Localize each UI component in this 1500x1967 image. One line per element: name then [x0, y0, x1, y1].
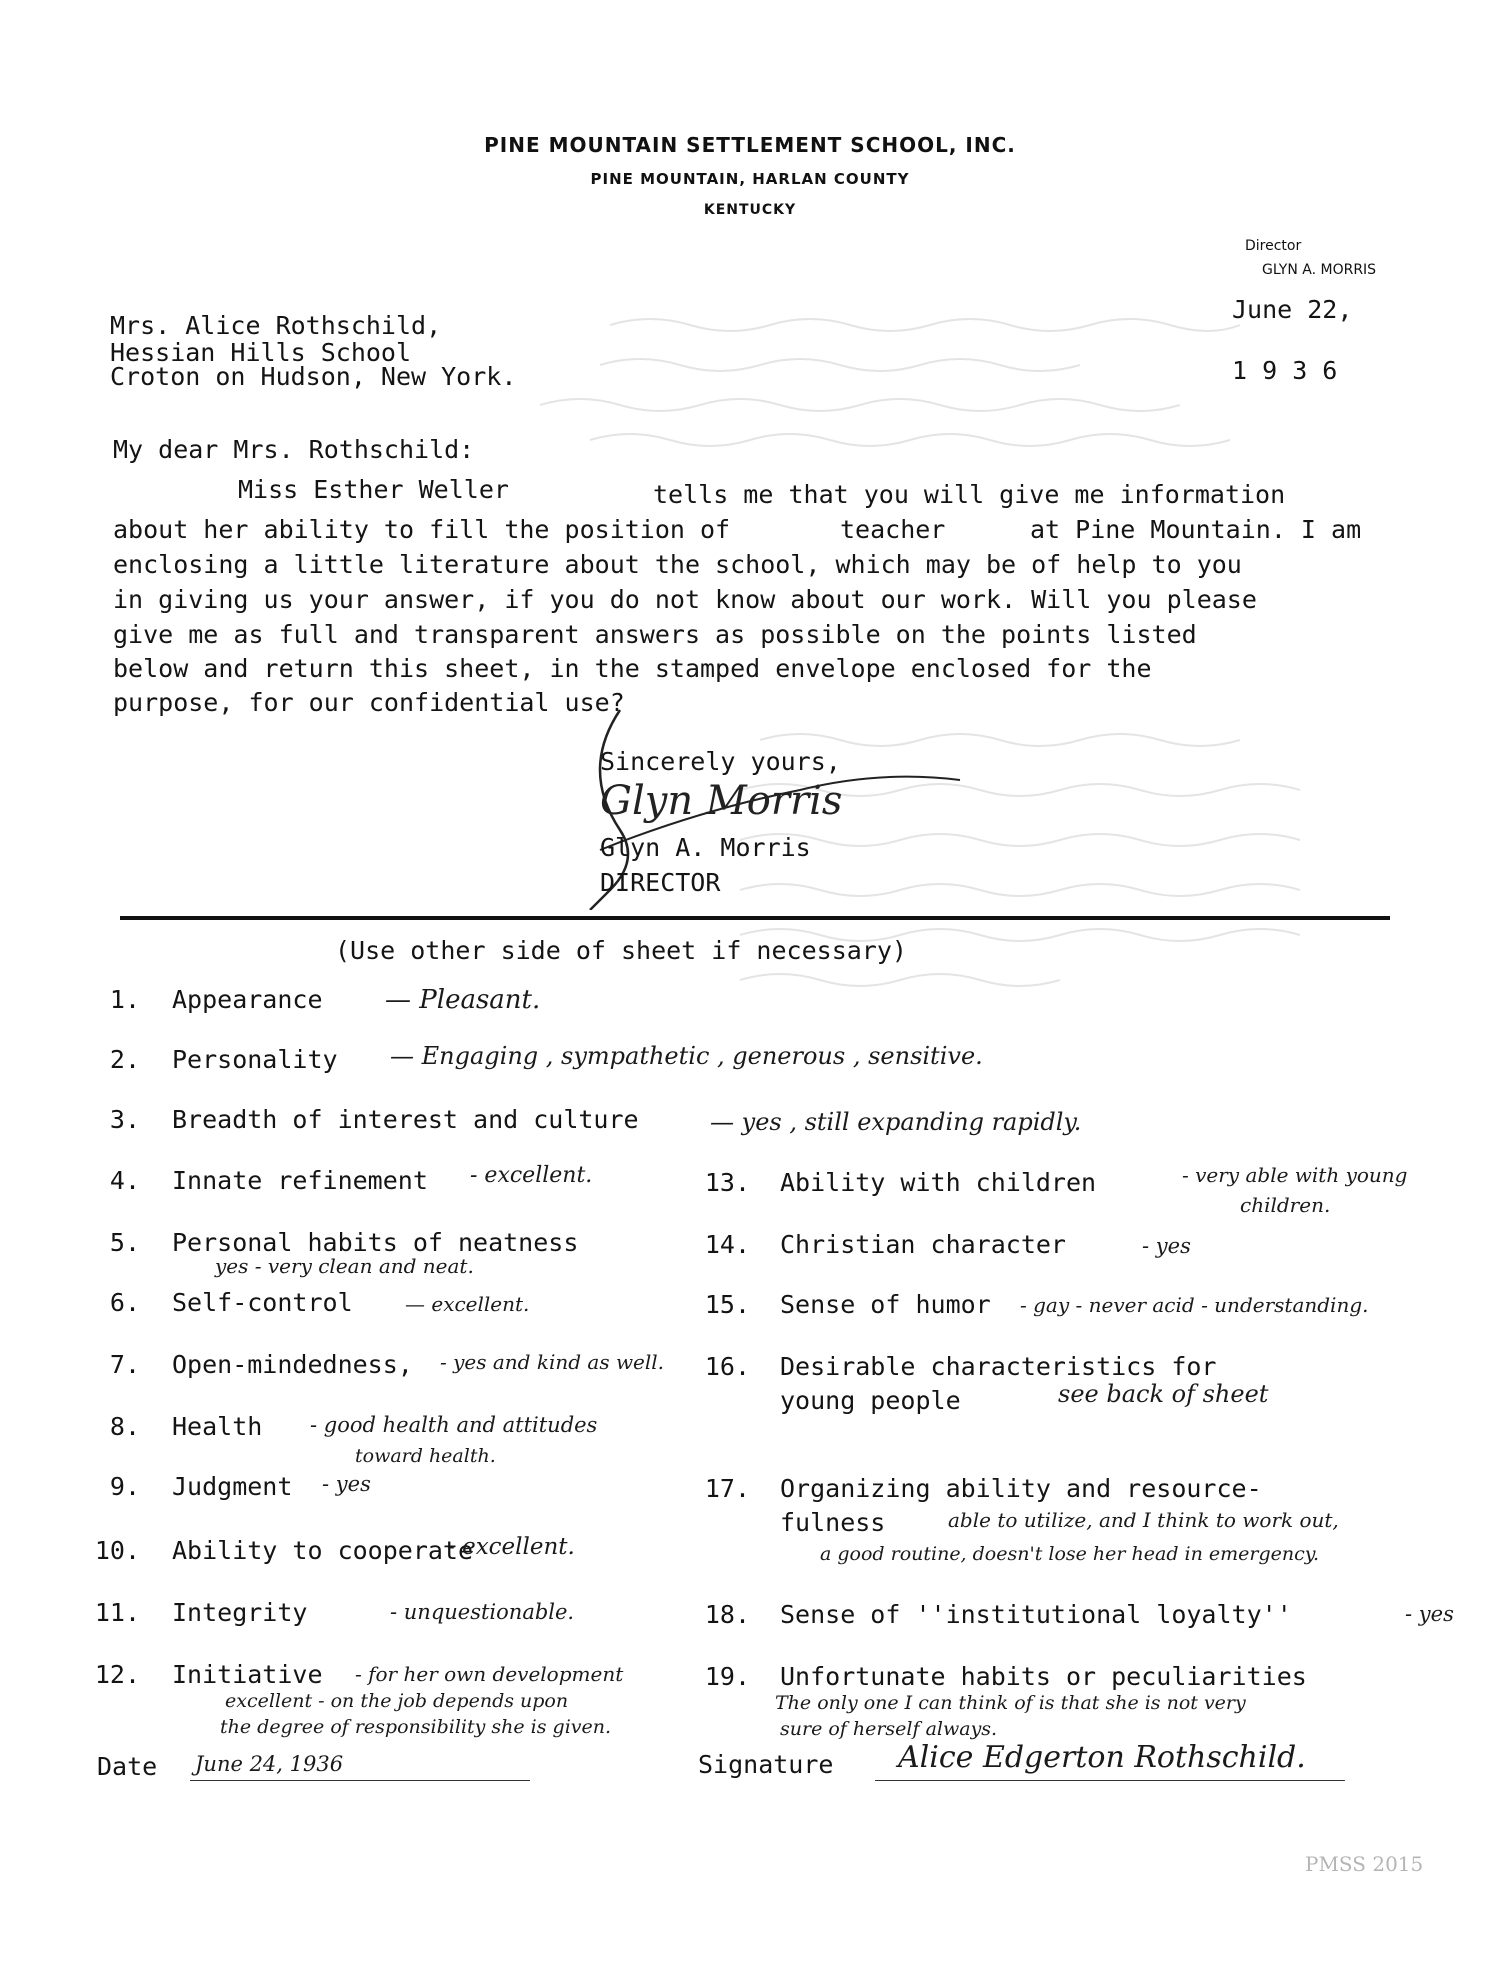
director-label: Director	[1245, 238, 1302, 254]
question-number: 8.	[109, 1412, 140, 1441]
letterhead-state: KENTUCKY	[703, 202, 797, 218]
question-label: Organizing ability and resource-	[780, 1474, 1262, 1503]
section-divider	[120, 916, 1390, 920]
handwritten-answer: The only one I can think of is that she is not very	[775, 1692, 1246, 1714]
question-label: Initiative	[172, 1660, 323, 1689]
handwritten-answer-continued: a good routine, doesn't lose her head in emergency.	[820, 1543, 1320, 1565]
director-typed-name: Glyn A. Morris	[600, 833, 811, 862]
archive-watermark: PMSS 2015	[1305, 1852, 1424, 1876]
handwritten-answer-continued: excellent - on the job depends upon	[225, 1690, 569, 1712]
question-number: 11.	[94, 1598, 140, 1627]
body-line: in giving us your answer, if you do not know about our work. Will you please	[113, 585, 1257, 614]
question-number: 4.	[109, 1166, 140, 1195]
question-number: 2.	[109, 1045, 140, 1074]
handwritten-answer: - excellent.	[447, 1534, 575, 1560]
handwritten-answer: - for her own development	[355, 1662, 624, 1686]
question-number: 13.	[704, 1168, 750, 1197]
question-number: 16.	[704, 1352, 750, 1381]
handwritten-answer: yes - very clean and neat.	[215, 1254, 474, 1278]
director-signature: Glyn Morris	[600, 778, 843, 824]
question-label: Unfortunate habits or peculiarities	[780, 1662, 1307, 1691]
salutation: My dear Mrs. Rothschild:	[113, 435, 475, 464]
handwritten-answer: - unquestionable.	[390, 1600, 575, 1624]
bleed-line	[540, 399, 1180, 411]
handwritten-answer: able to utilize, and I think to work out,	[948, 1508, 1339, 1532]
handwritten-answer: - yes	[1142, 1234, 1191, 1258]
handwritten-answer-continued: children.	[1240, 1193, 1331, 1217]
director-title: DIRECTOR	[600, 868, 721, 897]
question-label: Breadth of interest and culture	[172, 1105, 639, 1134]
date-label: Date	[97, 1752, 158, 1781]
question-label: Christian character	[780, 1230, 1066, 1259]
address-line: Croton on Hudson, New York.	[110, 362, 517, 391]
question-label: Judgment	[172, 1472, 293, 1501]
question-label: Innate refinement	[172, 1166, 428, 1195]
letter-year: 1 9 3 6	[1232, 356, 1338, 385]
question-label: Integrity	[172, 1598, 308, 1627]
handwritten-answer: — yes , still expanding rapidly.	[710, 1108, 1082, 1136]
handwritten-answer: - excellent.	[470, 1163, 593, 1188]
address-line: Hessian Hills School	[110, 338, 412, 367]
body-line: at Pine Mountain. I am	[1030, 515, 1362, 544]
question-number: 10.	[94, 1536, 140, 1565]
handwritten-answer: — Pleasant.	[385, 985, 541, 1015]
question-label: Ability with children	[780, 1168, 1097, 1197]
signature-underline	[875, 1780, 1345, 1781]
question-label: Self-control	[172, 1288, 353, 1317]
question-number: 19.	[704, 1662, 750, 1691]
handwritten-answer: — Engaging , sympathetic , generous , sensitive.	[390, 1042, 983, 1070]
handwritten-answer-continued: sure of herself always.	[780, 1718, 998, 1740]
question-number: 12.	[94, 1660, 140, 1689]
question-label: Desirable characteristics for	[780, 1352, 1217, 1381]
question-number: 14.	[704, 1230, 750, 1259]
body-line: below and return this sheet, in the stamped envelope enclosed for the	[113, 654, 1152, 683]
body-line: purpose, for our confidential use?	[113, 688, 625, 717]
signature-label: Signature	[698, 1750, 834, 1779]
question-label: Appearance	[172, 985, 323, 1014]
handwritten-answer: — excellent.	[405, 1292, 530, 1316]
bleed-line	[740, 974, 1060, 986]
question-label: Personal habits of neatness	[172, 1228, 579, 1257]
question-label-continued: fulness	[780, 1508, 886, 1537]
question-number: 1.	[109, 985, 140, 1014]
bleed-line	[610, 319, 1240, 331]
date-value: June 24, 1936	[195, 1752, 344, 1776]
body-line: give me as full and transparent answers as possible on the points listed	[113, 620, 1197, 649]
use-other-side-note: (Use other side of sheet if necessary)	[335, 936, 907, 965]
letter-date: June 22,	[1232, 295, 1353, 324]
body-line: tells me that you will give me information	[653, 480, 1286, 509]
question-number: 9.	[109, 1472, 140, 1501]
question-number: 5.	[109, 1228, 140, 1257]
question-label: Sense of humor	[780, 1290, 991, 1319]
handwritten-answer: - gay - never acid - understanding.	[1020, 1293, 1369, 1317]
question-label: Sense of ''institutional loyalty''	[780, 1600, 1292, 1629]
question-label-continued: young people	[780, 1386, 961, 1415]
handwritten-answer-continued: the degree of responsibility she is given.	[220, 1716, 612, 1738]
handwritten-answer: - yes	[322, 1472, 371, 1496]
handwritten-answer: - good health and attitudes	[310, 1413, 598, 1437]
handwritten-answer: see back of sheet	[1058, 1380, 1269, 1408]
director-name: GLYN A. MORRIS	[1262, 262, 1377, 278]
question-number: 6.	[109, 1288, 140, 1317]
valediction: Sincerely yours,	[600, 747, 841, 776]
handwritten-answer: - very able with young	[1182, 1163, 1408, 1187]
letterhead-location: PINE MOUNTAIN, HARLAN COUNTY	[590, 170, 910, 188]
body-line: enclosing a little literature about the school, which may be of help to you	[113, 550, 1242, 579]
question-number: 17.	[704, 1474, 750, 1503]
address-line: Mrs. Alice Rothschild,	[110, 311, 442, 340]
handwritten-answer-continued: toward health.	[355, 1445, 496, 1467]
question-label: Personality	[172, 1045, 338, 1074]
question-number: 15.	[704, 1290, 750, 1319]
question-number: 18.	[704, 1600, 750, 1629]
bleed-line	[590, 434, 1230, 446]
question-number: 3.	[109, 1105, 140, 1134]
question-label: Health	[172, 1412, 263, 1441]
signature-value: Alice Edgerton Rothschild.	[898, 1740, 1306, 1775]
question-label: Open-mindedness,	[172, 1350, 413, 1379]
question-label: Ability to cooperate	[172, 1536, 474, 1565]
letterhead-org: PINE MOUNTAIN SETTLEMENT SCHOOL, INC.	[484, 133, 1016, 157]
candidate-name: Miss Esther Weller	[238, 475, 509, 504]
position-name: teacher	[840, 515, 946, 544]
handwritten-answer: - yes and kind as well.	[440, 1350, 665, 1374]
handwritten-answer: - yes	[1405, 1602, 1454, 1626]
bleed-line	[600, 359, 1080, 371]
question-number: 7.	[109, 1350, 140, 1379]
body-line: about her ability to fill the position of	[113, 515, 731, 544]
date-underline	[190, 1780, 530, 1781]
